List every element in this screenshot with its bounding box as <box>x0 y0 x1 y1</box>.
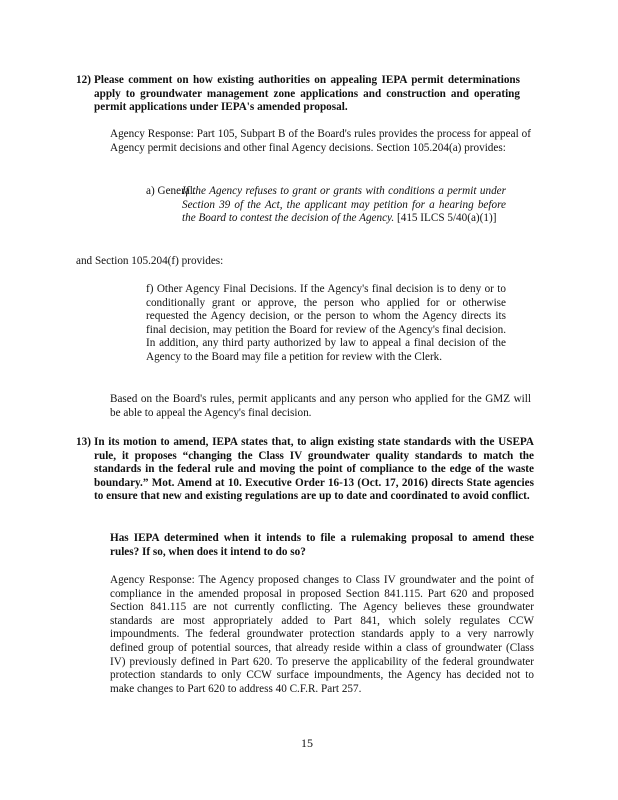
question-number-13: 13) <box>76 436 91 448</box>
question-13-text: In its motion to amend, IEPA states that, to align existing state standards with the USEPA rule, it proposes “changing the Class IV groundwater quality standards to match the standards in the federal rule and moving the point of compliance to the edge of the waste boundary.” Mot. Amend at 10. Executive Order 16-13 (Oct. 17, 2016) directs State agencies to ensure that new and existing regulations are up to date and coordinated to avoid conflict. <box>94 436 534 503</box>
item-f-text: If the Agency's final decision is to deny or to conditionally grant or approve, the person who applied for or otherwise requested the Agency decision, or the person to whom the Agency directs its final decision, may petition the Board for review of the Agency's final decision. In addition, any third party authorized by law to appeal a final decision of the Agency to the Board may file a petition for review with the Clerk. <box>146 283 507 363</box>
item-a-quote <box>182 185 506 226</box>
question-13-followup: Has IEPA determined when it intends to file a rulemaking proposal to amend these rules? If so, when does it intend to do so? <box>110 532 534 558</box>
q12-conclusion: Based on the Board's rules, permit applicants and any person who applied for the GMZ will be able to appeal the Agency's final decision. <box>110 393 531 419</box>
question-number-12: 12) <box>76 74 91 86</box>
item-f-paragraph <box>146 283 506 365</box>
page-number: 15 <box>301 736 313 750</box>
item-a-citation: [415 ILCS 5/40(a)(1)] <box>397 212 497 225</box>
question-12-text: Please comment on how existing authorities on appealing IEPA permit determinations apply to groundwater management zone applications and construction and operating permit applications under IEPA's amended proposal. <box>94 74 520 114</box>
q13-agency-response: Agency Response: The Agency proposed changes to Class IV groundwater and the point of compliance in the amended proposal in proposed Section 841.115. Part 620 and proposed Section 841.115 are not currently conflicting. The Agency believes these groundwater standards are most appropriately added to Part 841, which solely regulates CCW impoundments. The federal groundwater protection standards apply to a very narrowly defined group of potential sources, that already reside within a class of groundwater (Class IV) previously defined in Part 620. To preserve the applicability of the federal groundwater protection standards to only CCW surface impoundments, the Agency has decided not to make changes to Part 620 to address 40 C.F.R. Part 257. <box>110 574 534 695</box>
and-section-line: and Section 105.204(f) provides: <box>76 255 224 267</box>
item-a-label: a) General. <box>146 185 196 197</box>
item-a-text: If the Agency refuses to grant or grants with conditions a permit under Section 39 of the Act, the applicant may petition for a hearing before the Board to contest the decision of the Agency. <box>182 185 506 225</box>
item-f-label: f) Other Agency Final Decisions. <box>146 283 297 295</box>
q12-agency-response: Agency Response: Part 105, Subpart B of the Board's rules provides the process for appeal of Agency permit decisions and other final Agency decisions. Section 105.204(a) provides: <box>110 128 531 154</box>
